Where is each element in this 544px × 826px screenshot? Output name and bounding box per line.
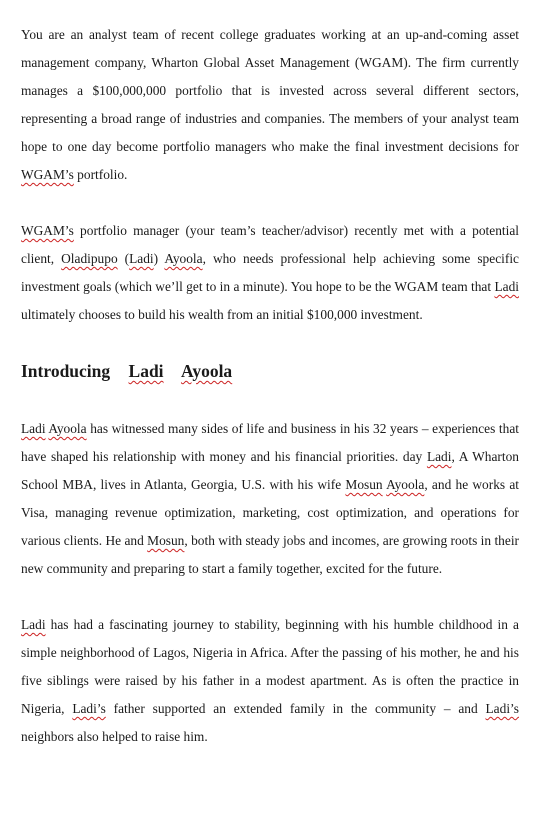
spellcheck-word: Ladi xyxy=(494,279,519,294)
client-paragraph: WGAM’s portfolio manager (your team’s teacher/advisor) recently met with a potential client, Oladipupo (Ladi) Ayoola, who needs professional help achieving some specific investment goals (which we’ll get to in a minute). You hope to be the WGAM team that Ladi ultimately chooses to build his wealth from an initial $100,000 investment. xyxy=(21,223,519,322)
spellcheck-word: Ladi’s xyxy=(485,701,519,716)
spellcheck-word: Ladi xyxy=(21,617,46,632)
childhood-paragraph: Ladi has had a fascinating journey to stability, beginning with his humble childhood in a simple neighborhood of Lagos, Nigeria in Africa. After the passing of his mother, he and his five siblings were raised by his father in a modest apartment. As is often the practice in Nigeria, Ladi’s father supported an extended family in the community – and Ladi’s neighbors also helped to raise him. xyxy=(21,617,519,744)
intro-paragraph: You are an analyst team of recent college graduates working at an up-and-coming asset management company, Wharton Global Asset Management (WGAM). The firm currently manages a $100,000,000 portfolio that is invested across several different sectors, representing a broad range of industries and companies. The members of your analyst team hope to one day become portfolio managers who make the final investment decisions for WGAM’s portfolio. xyxy=(21,27,519,182)
spellcheck-word: Ladi xyxy=(21,421,46,436)
spellcheck-word: Ladi’s xyxy=(72,701,106,716)
spellcheck-word: Ladi xyxy=(129,251,154,266)
document-page xyxy=(21,21,519,751)
section-heading: Introducing Ladi Ayoola xyxy=(21,361,233,381)
spellcheck-word: WGAM’s xyxy=(21,167,74,182)
background-paragraph: Ladi Ayoola has witnessed many sides of life and business in his 32 years – experiences that have shaped his relationship with money and his financial priorities. day Ladi, A Wharton School MBA, lives in Atlanta, Georgia, U.S. with his wife Mosun Ayoola, and he works at Visa, managing revenue optimization, marketing, cost optimization, and operations for various clients. He and Mosun, both with steady jobs and incomes, are growing roots in their new community and preparing to start a family together, excited for the future. xyxy=(21,421,520,576)
spellcheck-word: Mosun xyxy=(147,533,185,548)
spellcheck-word: Ayoola xyxy=(180,361,233,381)
spellcheck-word: Ayoola xyxy=(164,251,203,266)
spellcheck-word: Ladi xyxy=(426,449,452,464)
spellcheck-word: Mosun xyxy=(345,477,383,492)
spellcheck-word: Oladipupo xyxy=(61,251,118,266)
spellcheck-word: WGAM’s xyxy=(21,223,74,238)
spellcheck-word: Ladi xyxy=(128,361,164,381)
spellcheck-word: Ayoola xyxy=(48,421,87,436)
spellcheck-word: Ayoola xyxy=(386,477,425,492)
